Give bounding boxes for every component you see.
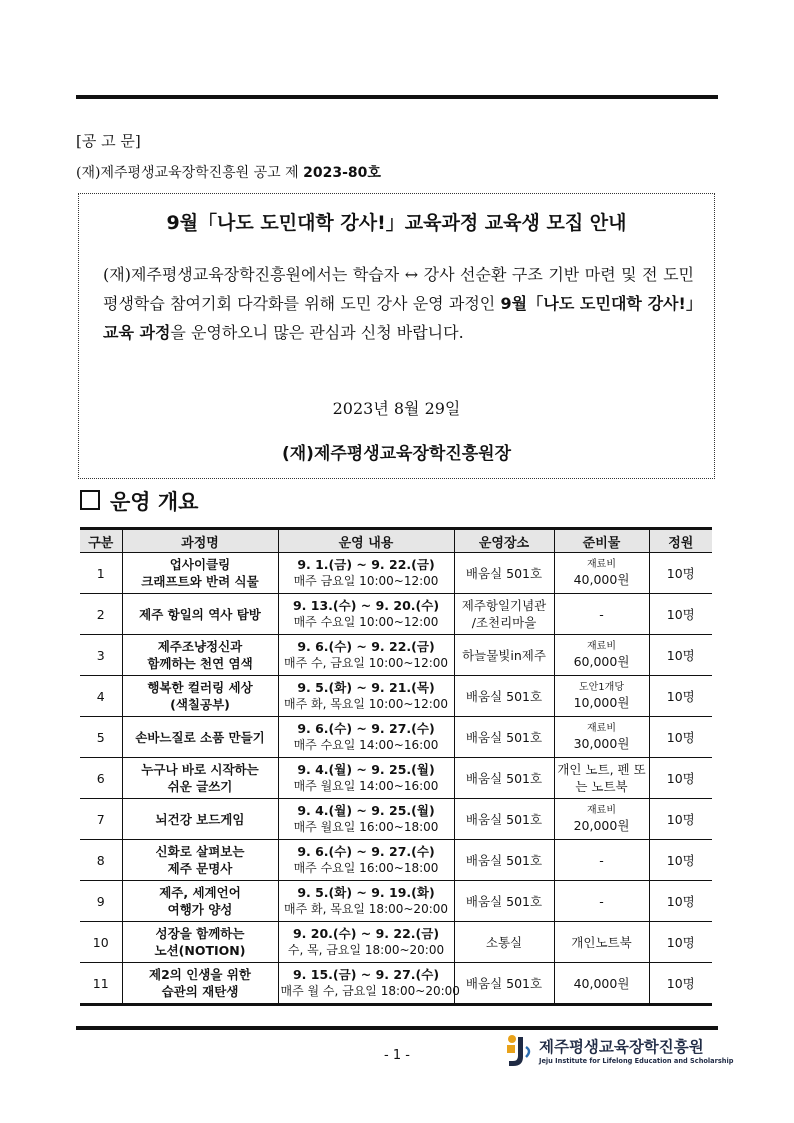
row-number: 11: [80, 963, 122, 1005]
col-header-materials: 준비물: [554, 529, 649, 553]
institute-name: 제주평생교육장학진흥원: [539, 1038, 704, 1056]
course-name-line1: 손바느질로 소품 만들기: [135, 729, 265, 745]
place-line1: 배움실 501호: [465, 770, 543, 786]
course-name-line2: 습관의 재탄생: [161, 984, 239, 999]
row-number: 1: [80, 553, 122, 594]
course-name-line1: 뇌건강 보드게임: [155, 811, 245, 827]
materials-note: 재료비: [587, 640, 616, 652]
course-schedule: 매주 화, 목요일 10:00~12:00: [283, 697, 449, 711]
course-name-line1: 업사이클링: [169, 557, 231, 572]
course-schedule: 매주 수요일 16:00~18:00: [293, 861, 439, 875]
operations-table: [80, 527, 712, 1006]
row-number: 8: [80, 840, 122, 881]
col-header-no: 구분: [80, 529, 122, 553]
materials-note: 도안1개당: [578, 681, 624, 693]
course-place: [454, 963, 554, 1005]
course-content: [278, 635, 454, 676]
course-place: [454, 758, 554, 799]
course-schedule: 매주 화, 목요일 18:00~20:00: [283, 902, 449, 916]
announcement-box: [78, 193, 715, 479]
course-name-line2: 여행가 양성: [167, 902, 233, 917]
course-content: [278, 676, 454, 717]
course-capacity: 10명: [649, 922, 712, 963]
place-line1: 배움실 501호: [465, 975, 543, 991]
course-name: [122, 594, 278, 635]
row-number: 4: [80, 676, 122, 717]
course-capacity: 10명: [649, 881, 712, 922]
table-row: [80, 840, 712, 881]
course-materials: [554, 717, 649, 758]
course-place: [454, 840, 554, 881]
course-schedule: 수, 목, 금요일 18:00~20:00: [287, 943, 445, 957]
course-materials: [554, 881, 649, 922]
course-materials: [554, 635, 649, 676]
course-place: [454, 635, 554, 676]
row-number: 9: [80, 881, 122, 922]
table-row: [80, 758, 712, 799]
place-line1: 하늘물빛in제주: [462, 647, 546, 663]
course-content: [278, 799, 454, 840]
top-rule: [76, 95, 718, 99]
course-period: 9. 20.(수) ~ 9. 22.(금): [292, 926, 440, 941]
course-schedule: 매주 수요일 10:00~12:00: [293, 615, 439, 629]
place-line1: 배움실 501호: [465, 565, 543, 581]
course-schedule: 매주 금요일 10:00~12:00: [293, 574, 439, 588]
materials-value: 10,000원: [573, 694, 630, 710]
course-place: [454, 553, 554, 594]
materials-note: 재료비: [587, 722, 616, 734]
course-capacity: 10명: [649, 594, 712, 635]
course-period: 9. 5.(화) ~ 9. 21.(목): [297, 680, 435, 695]
course-place: [454, 594, 554, 635]
row-number: 5: [80, 717, 122, 758]
course-period: 9. 4.(월) ~ 9. 25.(월): [297, 762, 435, 777]
course-name: [122, 717, 278, 758]
materials-value: 20,000원: [573, 817, 630, 833]
bottom-rule: [76, 1026, 718, 1030]
table-row: [80, 717, 712, 758]
course-materials: [554, 799, 649, 840]
course-place: [454, 676, 554, 717]
notice-label: [공 고 문]: [76, 132, 141, 150]
notice-prefix: (재)제주평생교육장학진흥원 공고 제: [76, 165, 304, 181]
col-header-capacity: 정원: [649, 529, 712, 553]
course-schedule: 매주 수요일 14:00~16:00: [293, 738, 439, 752]
course-capacity: 10명: [649, 717, 712, 758]
materials-value: -: [599, 852, 604, 868]
row-number: 2: [80, 594, 122, 635]
course-content: [278, 758, 454, 799]
course-content: [278, 840, 454, 881]
col-header-course: 과정명: [122, 529, 278, 553]
materials-value: 30,000원: [573, 735, 630, 751]
table-row: [80, 553, 712, 594]
course-name-line1: 신화로 살펴보는: [155, 844, 245, 859]
institute-logo: [503, 1033, 734, 1073]
course-name-line2: 노션(NOTION): [154, 943, 246, 958]
course-place: [454, 881, 554, 922]
col-header-place: 운영장소: [454, 529, 554, 553]
course-name: [122, 676, 278, 717]
course-capacity: 10명: [649, 553, 712, 594]
course-name-line1: 제주, 세계언어: [159, 885, 241, 900]
course-materials: [554, 594, 649, 635]
course-period: 9. 13.(수) ~ 9. 20.(수): [292, 598, 440, 613]
table-row: [80, 799, 712, 840]
course-content: [278, 594, 454, 635]
row-number: 10: [80, 922, 122, 963]
table-row: [80, 963, 712, 1005]
materials-note: 재료비: [587, 558, 616, 570]
course-period: 9. 4.(월) ~ 9. 25.(월): [297, 803, 435, 818]
row-number: 3: [80, 635, 122, 676]
course-name-line2: 제주 문명사: [167, 861, 233, 876]
course-content: [278, 922, 454, 963]
announcement-issuer: (재)제주평생교육장학진흥원장: [281, 444, 512, 464]
course-name: [122, 881, 278, 922]
course-schedule: 매주 월 수, 금요일 18:00~20:00: [280, 984, 460, 998]
course-materials: [554, 758, 649, 799]
course-materials: [554, 922, 649, 963]
course-capacity: 10명: [649, 963, 712, 1005]
course-content: [278, 963, 460, 1005]
course-materials: [554, 840, 649, 881]
place-line1: 소통실: [485, 934, 523, 950]
table-row: [80, 594, 712, 635]
materials-value: -: [599, 893, 604, 909]
col-header-content: 운영 내용: [278, 529, 454, 553]
course-period: 9. 15.(금) ~ 9. 27.(수): [292, 967, 440, 982]
course-name: [122, 922, 278, 963]
course-name-line1: 제주 항일의 역사 탐방: [139, 606, 261, 622]
materials-value: 60,000원: [573, 653, 630, 669]
notice-number-line: [76, 162, 381, 182]
table-row: [80, 635, 712, 676]
course-period: 9. 6.(수) ~ 9. 27.(수): [297, 844, 435, 859]
course-name: [122, 799, 278, 840]
table-row: [80, 881, 712, 922]
square-bullet-icon: [80, 490, 100, 510]
course-name-line2: 크래프트와 반려 식물: [141, 574, 259, 589]
course-materials: [554, 553, 649, 594]
place-line1: 배움실 501호: [465, 688, 543, 704]
table-row: [80, 676, 712, 717]
institute-logo-icon: [503, 1033, 533, 1069]
table-header-row: [80, 529, 712, 553]
course-name: [122, 553, 278, 594]
course-period: 9. 6.(수) ~ 9. 22.(금): [297, 639, 435, 654]
institute-subtitle: Jeju Institute for Lifelong Education and Scholarship: [539, 1057, 734, 1065]
body-text-2: 을 운영하오니 많은 관심과 신청 바랍니다.: [170, 323, 464, 342]
materials-value: 40,000원: [573, 975, 630, 991]
course-period: 9. 5.(화) ~ 9. 19.(화): [297, 885, 435, 900]
course-name: [122, 840, 278, 881]
body-text-1: (재)제주평생교육장학진흥원에서는 학습자 ↔ 강사 선순환 구조 기반 마련 및 전 도민 평생학습 참여기회 다각화를 위해 도민 강사 운영 과정인: [103, 265, 694, 313]
section-title: 운영 개요: [110, 490, 199, 514]
materials-value: 개인 노트, 펜 또는 노트북: [557, 762, 646, 794]
course-name-line2: 쉬운 글쓰기: [167, 779, 233, 794]
course-capacity: 10명: [649, 840, 712, 881]
place-line1: 제주항일기념관: [461, 598, 547, 613]
course-place: [454, 799, 554, 840]
course-name-line2: (색칠공부): [170, 697, 230, 712]
row-number: 6: [80, 758, 122, 799]
place-line2: /조천리마을: [471, 615, 537, 630]
course-content: [278, 717, 454, 758]
course-capacity: 10명: [649, 676, 712, 717]
place-line1: 배움실 501호: [465, 852, 543, 868]
announcement-date: 2023년 8월 29일: [332, 399, 461, 418]
materials-value: 개인노트북: [571, 934, 632, 950]
course-place: [454, 922, 554, 963]
course-name: [122, 758, 278, 799]
course-content: [278, 553, 454, 594]
course-capacity: 10명: [649, 758, 712, 799]
course-name-line1: 제2의 인생을 위한: [149, 967, 251, 982]
course-name-line1: 행복한 컬러링 세상: [147, 680, 253, 695]
notice-number: 2023-80호: [303, 165, 381, 181]
page-number: - 1 -: [384, 1048, 410, 1063]
materials-value: 40,000원: [573, 571, 630, 587]
course-capacity: 10명: [649, 635, 712, 676]
course-name-line2: 함께하는 천연 염색: [147, 656, 253, 671]
row-number: 7: [80, 799, 122, 840]
course-schedule: 매주 월요일 16:00~18:00: [293, 820, 439, 834]
course-period: 9. 1.(금) ~ 9. 22.(금): [297, 557, 435, 572]
body-course-name: 9월「나도 도민대학 강사!」교육 과정: [103, 294, 694, 342]
course-name: [122, 963, 278, 1005]
course-period: 9. 6.(수) ~ 9. 27.(수): [297, 721, 435, 736]
course-content: [278, 881, 454, 922]
course-materials: [554, 963, 649, 1005]
course-materials: [554, 676, 649, 717]
announcement-body: [103, 260, 694, 347]
materials-value: -: [599, 606, 604, 622]
place-line1: 배움실 501호: [465, 729, 543, 745]
place-line1: 배움실 501호: [465, 811, 543, 827]
course-capacity: 10명: [649, 799, 712, 840]
place-line1: 배움실 501호: [465, 893, 543, 909]
course-name-line1: 누구나 바로 시작하는: [141, 762, 259, 777]
course-name-line1: 성장을 함께하는: [155, 926, 245, 941]
announcement-title: 9월「나도 도민대학 강사!」교육과정 교육생 모집 안내: [166, 212, 627, 234]
table-row: [80, 922, 712, 963]
course-name-line1: 제주조냥정신과: [157, 639, 243, 654]
course-schedule: 매주 수, 금요일 10:00~12:00: [283, 656, 449, 670]
section-heading: [80, 486, 198, 516]
course-place: [454, 717, 554, 758]
course-schedule: 매주 월요일 14:00~16:00: [293, 779, 439, 793]
course-name: [122, 635, 278, 676]
materials-note: 재료비: [587, 804, 616, 816]
